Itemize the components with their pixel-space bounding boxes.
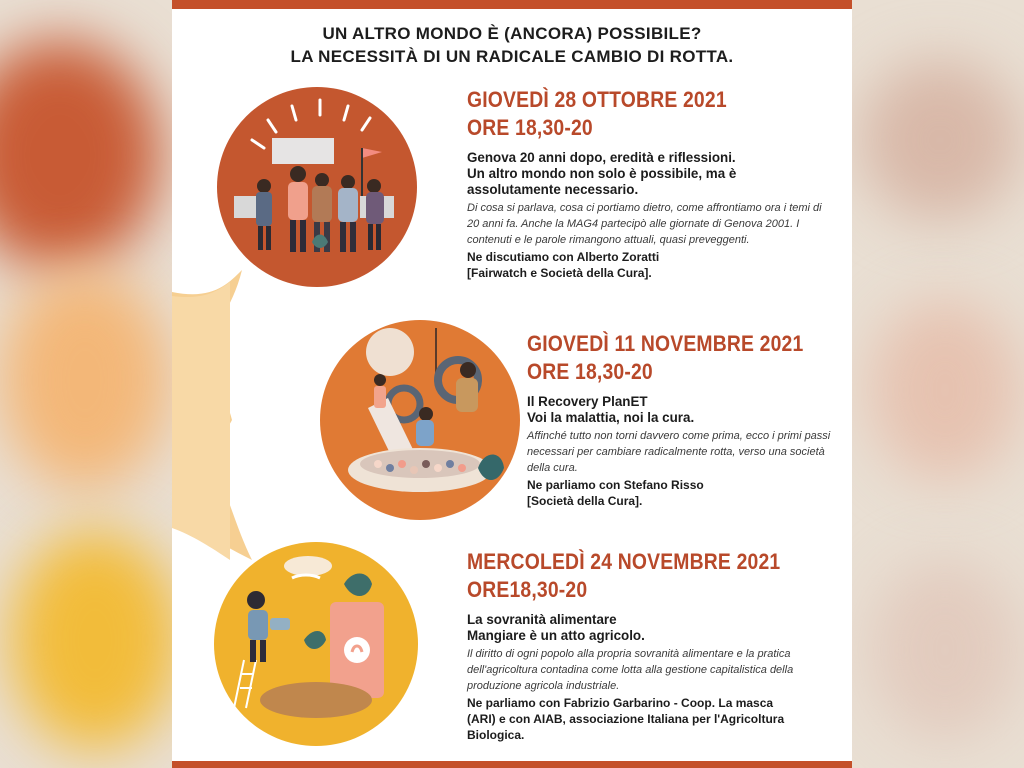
- header-line-1: UN ALTRO MONDO È (ANCORA) POSSIBILE?: [322, 24, 702, 43]
- event-guest-line: Biologica.: [467, 728, 525, 742]
- event-guest-line: Ne parliamo con Stefano Risso: [527, 478, 704, 492]
- protest-illustration: [212, 82, 422, 292]
- blur-blob: [860, 60, 1020, 220]
- blur-blob: [10, 530, 180, 750]
- event-title: [467, 150, 837, 198]
- event-guest-line: (ARI) e con AIAB, associazione Italiana per l'Agricoltura: [467, 712, 785, 726]
- event-2: [527, 330, 837, 509]
- event-date: GIOVEDÌ 11 NOVEMBRE 2021: [527, 331, 804, 356]
- event-1: [467, 86, 837, 281]
- event-time: ORE 18,30-20: [527, 359, 653, 384]
- event-description: Il diritto di ogni popolo alla propria sovranità alimentare e la pratica dell'agricoltura contadina come lotta alla gestione capitalistica della produzione agricola industriale.: [467, 648, 794, 692]
- event-guest-line: [Fairwatch e Società della Cura].: [467, 266, 652, 280]
- event-title-line: Il Recovery PlanET: [527, 394, 648, 409]
- event-guest: [467, 249, 837, 281]
- event-title: [527, 394, 837, 426]
- event-guest: [527, 477, 837, 509]
- playground-illustration: [318, 318, 523, 523]
- event-description: Di cosa si parlava, cosa ci portiamo dietro, come affrontiamo ora i temi di 20 anni fa. Anche la MAG4 partecipò alle giornate di Genova 2001. I contenuti e le parole rimangono attuali, quasi preveggenti.: [467, 202, 822, 246]
- event-poster: [172, 0, 852, 768]
- event-title-line: Voi la malattia, noi la cura.: [527, 410, 695, 425]
- event-guest-line: Ne parliamo con Fabrizio Garbarino - Coop. La masca: [467, 696, 774, 710]
- event-date: GIOVEDÌ 28 OTTOBRE 2021: [467, 87, 727, 112]
- blur-blob: [870, 300, 1020, 480]
- event-time: ORE 18,30-20: [467, 115, 593, 140]
- event-3: [467, 548, 842, 743]
- event-title-line: Genova 20 anni dopo, eredità e riflessioni.: [467, 150, 736, 165]
- event-title-line: Mangiare è un atto agricolo.: [467, 628, 645, 643]
- event-guest-line: Ne discutiamo con Alberto Zoratti: [467, 250, 660, 264]
- event-guest-line: [Società della Cura].: [527, 494, 643, 508]
- event-title: [467, 612, 842, 644]
- event-title-line: Un altro mondo non solo è possibile, ma è: [467, 166, 737, 181]
- blur-blob: [0, 270, 170, 490]
- header-line-2: LA NECESSITÀ DI UN RADICALE CAMBIO DI ROTTA.: [290, 47, 734, 66]
- bottom-accent-bar: [172, 761, 852, 768]
- blur-blob: [0, 40, 160, 270]
- gardening-illustration: [212, 540, 420, 748]
- event-title-line: assolutamente necessario.: [467, 182, 639, 197]
- event-date: MERCOLEDÌ 24 NOVEMBRE 2021: [467, 549, 781, 574]
- event-title-line: La sovranità alimentare: [467, 612, 617, 627]
- event-time: ORE18,30-20: [467, 577, 588, 602]
- event-guest: [467, 695, 842, 743]
- blur-blob: [870, 560, 1020, 740]
- event-description: Affinché tutto non torni davvero come prima, ecco i primi passi necessari per cambiare radicalmente rotta, verso una società della cura.: [527, 430, 831, 474]
